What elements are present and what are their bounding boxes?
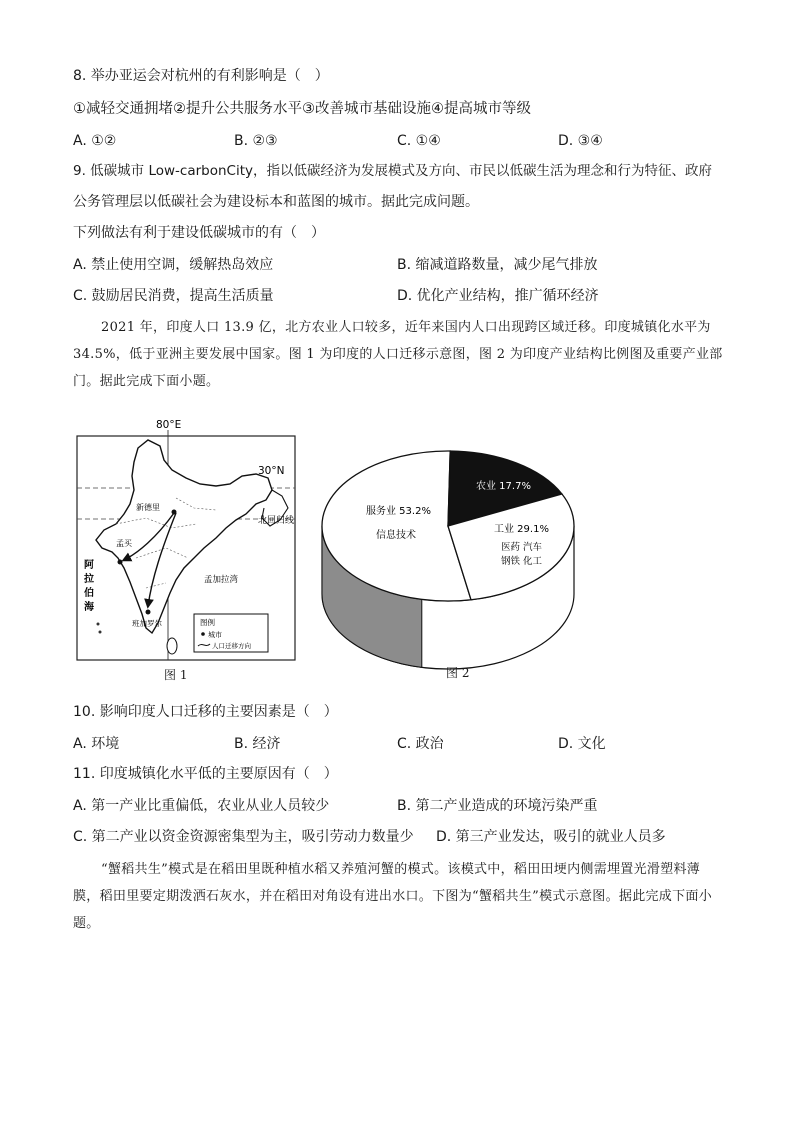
q9-stem-line2: 公务管理层以低碳社会为建设标本和蓝图的城市。据此完成问题。 xyxy=(73,194,479,210)
sea-label-3: 伯 xyxy=(84,588,94,599)
q10-option-b: B. 经济 xyxy=(234,736,281,752)
q8-option-c: C. ①④ xyxy=(397,133,441,149)
pie-label-agriculture: 农业 17.7% xyxy=(476,481,531,492)
material-crab-rice-text: “蟹稻共生”模式是在稻田里既种植水稻又养殖河蟹的模式。该模式中，稻田田埂内侧需埋置光滑塑料薄膜，稻田里要定期泼洒石灰水，并在稻田对角设有进出水口。下图为“蟹稻共生”模式示意图。据此完成下面小题。 xyxy=(73,862,712,931)
city-bangalore-dot xyxy=(146,610,151,615)
lat-label: 30°N xyxy=(258,465,285,477)
q8-option-b: B. ②③ xyxy=(234,133,278,149)
india-migration-map xyxy=(76,418,298,682)
q11-option-b: B. 第二产业造成的环境污染严重 xyxy=(397,798,598,814)
q10-option-c: C. 政治 xyxy=(397,736,444,752)
material-india-text: 2021 年，印度人口 13.9 亿，北方农业人口较多，近年来国内人口出现跨区域迁移。印度城镇化水平为 34.5%，低于亚洲主要发展中国家。图 1 为印度的人口迁移示意图，图 2 为印度产业结构比例图及重要产业部门。据此完成下面小题。 xyxy=(73,320,723,389)
q8-option-d: D. ③④ xyxy=(558,133,603,149)
q11-option-d: D. 第三产业发达，吸引的就业人员多 xyxy=(436,829,666,845)
q9-option-d: D. 优化产业结构，推广循环经济 xyxy=(397,288,599,304)
q11-option-a: A. 第一产业比重偏低，农业从业人员较少 xyxy=(73,798,330,814)
q11-option-c: C. 第二产业以资金资源密集型为主，吸引劳动力数量少 xyxy=(73,829,414,845)
q9-question: 下列做法有利于建设低碳城市的有（ ） xyxy=(73,225,325,241)
pie-annotation-industry-1: 医药 汽车 xyxy=(501,542,543,553)
q10-stem: 10. 影响印度人口迁移的主要因素是（ ） xyxy=(73,704,338,720)
q9-option-b: B. 缩减道路数量，减少尾气排放 xyxy=(397,257,598,273)
material-crab-rice xyxy=(73,856,723,937)
island-marks-2 xyxy=(99,631,102,634)
pie-annotation-services: 信息技术 xyxy=(376,530,416,541)
q9-option-c: C. 鼓励居民消费，提高生活质量 xyxy=(73,288,274,304)
fig1-caption: 图 1 xyxy=(164,668,188,682)
legend-title: 图例 xyxy=(200,618,215,627)
bay-label: 孟加拉湾 xyxy=(204,575,239,585)
q8-stem: 8. 举办亚运会对杭州的有利影响是（ ） xyxy=(73,68,329,84)
q8-items: ①减轻交通拥堵②提升公共服务水平③改善城市基础设施④提高城市等级 xyxy=(73,101,531,117)
city-newdelhi-dot xyxy=(172,510,177,515)
city-mumbai-dot xyxy=(118,560,123,565)
q8-option-a: A. ①② xyxy=(73,133,117,149)
city-mumbai-label: 孟买 xyxy=(116,539,132,548)
india-industry-pie xyxy=(318,446,588,681)
legend-city-symbol xyxy=(201,632,205,636)
q10-option-d: D. 文化 xyxy=(558,736,606,752)
legend-migration-label: 人口迁移方向 xyxy=(212,642,251,650)
sri-lanka-outline xyxy=(167,638,177,654)
pie-label-industry: 工业 29.1% xyxy=(494,524,549,535)
tropic-label: 北回归线 xyxy=(258,516,295,526)
q10-option-a: A. 环境 xyxy=(73,736,120,752)
island-marks xyxy=(97,623,100,626)
sea-label-1: 阿 xyxy=(84,560,94,571)
pie-annotation-industry-2: 钢铁 化工 xyxy=(501,556,543,567)
material-india xyxy=(73,314,723,395)
sea-label-4: 海 xyxy=(84,602,94,613)
pie-label-services: 服务业 53.2% xyxy=(366,506,431,517)
lon-label: 80°E xyxy=(156,419,182,431)
sea-label-2: 拉 xyxy=(84,574,94,585)
city-bangalore-label: 班加罗尔 xyxy=(132,619,162,628)
q9-option-a: A. 禁止使用空调，缓解热岛效应 xyxy=(73,257,274,273)
q9-stem-line1: 9. 低碳城市 Low-carbonCity，指以低碳经济为发展模式及方向、市民以低碳生活为理念和行为特征、政府 xyxy=(73,163,713,179)
legend-city-label: 城市 xyxy=(208,631,222,639)
fig2-caption: 图 2 xyxy=(446,666,470,680)
city-newdelhi-label: 新德里 xyxy=(136,503,160,512)
q11-stem: 11. 印度城镇化水平低的主要原因有（ ） xyxy=(73,766,338,782)
